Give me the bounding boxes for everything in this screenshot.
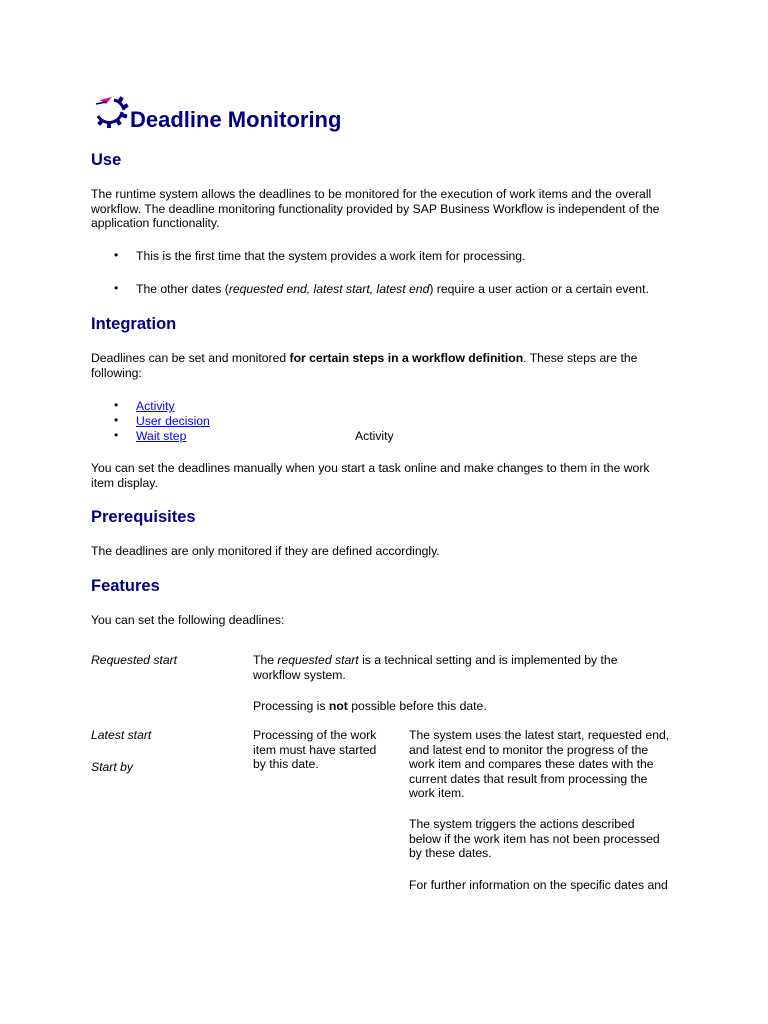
label-start-by: Start by: [91, 760, 133, 774]
bullet-dot: •: [114, 413, 119, 427]
bullet-dot: •: [114, 248, 119, 262]
link-user-decision[interactable]: User decision: [136, 414, 210, 428]
link-wait-step[interactable]: Wait step: [136, 429, 187, 443]
heading-features: Features: [91, 577, 160, 595]
prerequisites-text: The deadlines are only monitored if they are defined accordingly.: [91, 544, 440, 558]
bullet-dot: •: [114, 398, 119, 412]
bullet-dot: •: [114, 428, 119, 442]
page-title: Deadline Monitoring: [130, 107, 342, 132]
requested-start-note: Processing is not possible before this date.: [253, 699, 487, 713]
label-requested-start: Requested start: [91, 653, 178, 667]
use-line-2: workflow. The deadline monitoring functionality provided by SAP Business Workflow is independent of the: [91, 201, 660, 216]
bullet-dot: •: [114, 281, 119, 295]
activity-side-label: Activity: [355, 429, 394, 443]
integration-paragraph: Deadlines can be set and monitored for certain steps in a workflow definition. These steps are the following:: [91, 351, 638, 380]
workflow-gear-icon: [92, 94, 130, 130]
latest-start-detail-2: The system triggers the actions described below if the work item has not been processed by these dates.: [409, 817, 660, 861]
latest-start-detail-1: The system uses the latest start, requested end, and latest end to monitor the progress of the work item and compares these dates with the current dates that result from processing the work item.: [409, 728, 670, 801]
heading-use: Use: [91, 151, 122, 169]
heading-integration: Integration: [91, 315, 177, 333]
integration-paragraph-2: You can set the deadlines manually when you start a task online and make changes to them in the work item display.: [91, 461, 650, 490]
use-line-3: application functionality.: [91, 216, 220, 231]
use-bullet-2: The other dates (requested end, latest start, latest end) require a user action or a certain event.: [136, 282, 649, 296]
latest-start-desc: Processing of the work item must have started by this date.: [253, 728, 377, 772]
features-intro: You can set the following deadlines:: [91, 613, 285, 627]
heading-prerequisites: Prerequisites: [91, 508, 196, 526]
use-line-1: The runtime system allows the deadlines to be monitored for the execution of work items and the overall: [91, 187, 652, 201]
use-paragraph: [91, 187, 659, 231]
label-latest-start: Latest start: [91, 728, 152, 742]
use-bullet-1: This is the first time that the system provides a work item for processing.: [136, 249, 526, 263]
requested-start-desc: The requested start is a technical setting and is implemented by the workflow system.: [253, 653, 618, 682]
latest-start-detail-3: For further information on the specific dates and: [409, 878, 668, 892]
link-activity[interactable]: Activity: [136, 399, 175, 413]
